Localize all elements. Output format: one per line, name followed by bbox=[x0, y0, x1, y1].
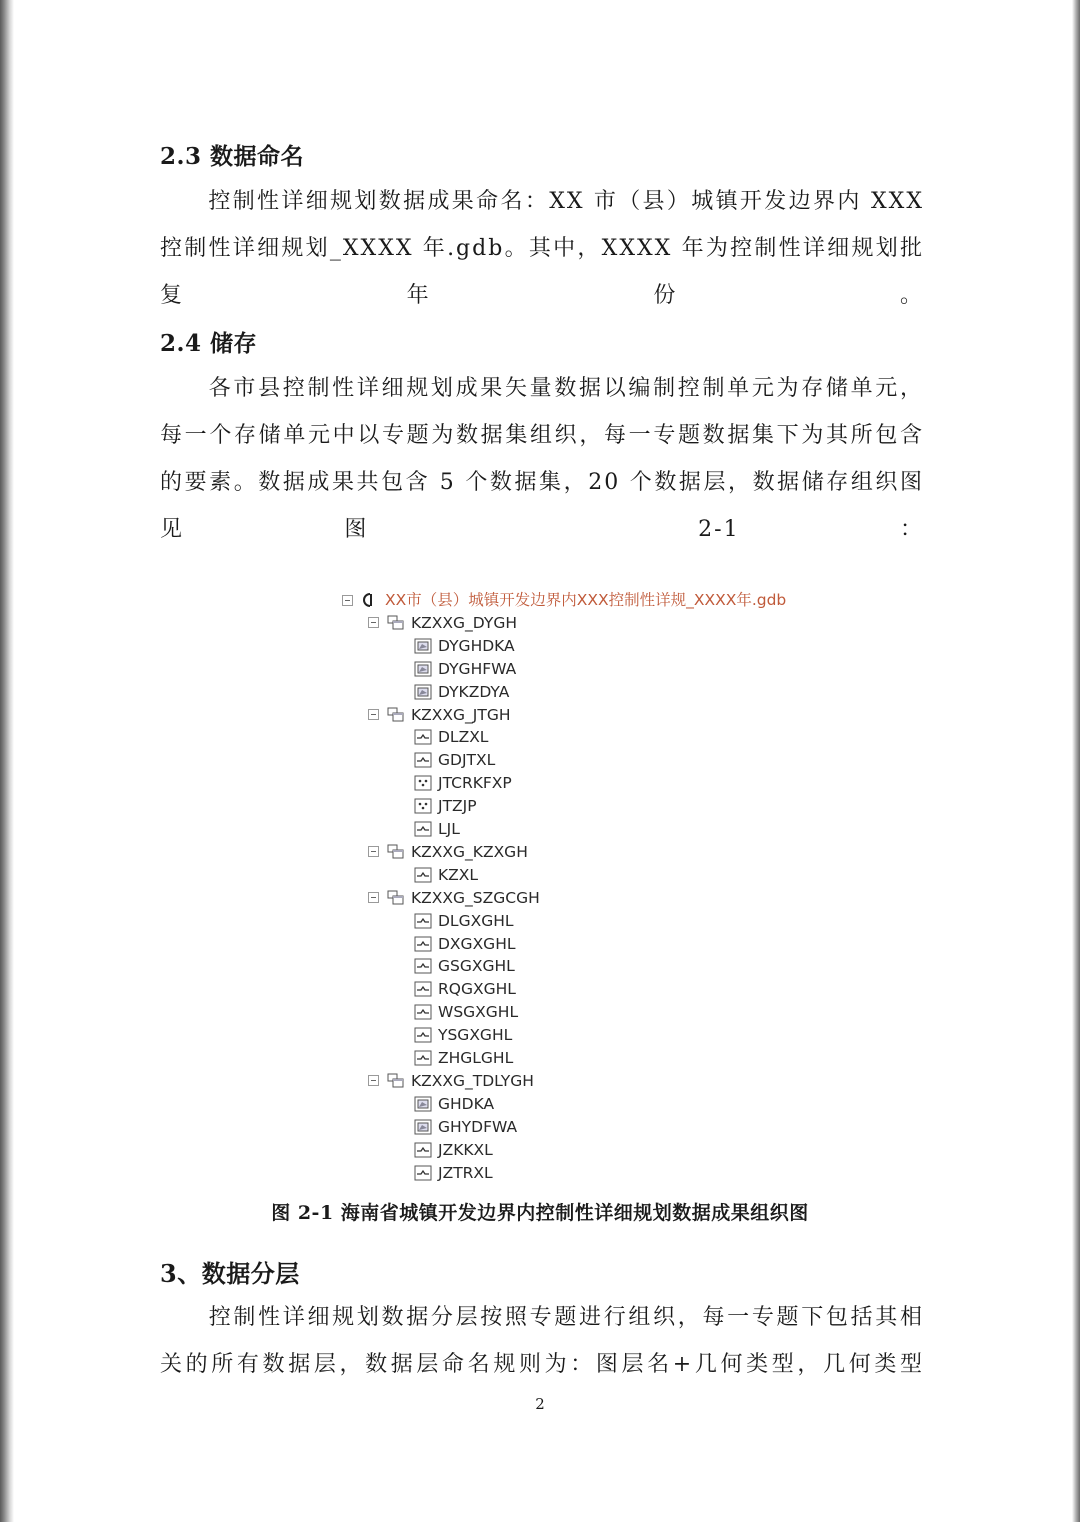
line-icon bbox=[414, 913, 432, 929]
tree-dataset-kzxxg_kzxgh[interactable] bbox=[368, 841, 528, 863]
line-icon bbox=[414, 958, 432, 974]
line-icon bbox=[414, 981, 432, 997]
tree-layer-ysgxghl[interactable] bbox=[414, 1024, 512, 1046]
tree-node-label: XX市（县）城镇开发边界内XXX控制性详规_XXXX年.gdb bbox=[385, 591, 787, 609]
paragraph-text: 控制性详细规划数据分层按照专题进行组织，每一专题下包括其相关的所有数据层，数据层命名规则为：图层名+几何类型，几何类型 bbox=[160, 1305, 924, 1377]
tree-node-label: YSGXGHL bbox=[438, 1026, 513, 1045]
line-icon bbox=[414, 936, 432, 952]
tree-layer-dyghfwa[interactable] bbox=[414, 658, 516, 680]
collapse-toggle-icon[interactable] bbox=[368, 1075, 379, 1086]
tree-layer-ghdka[interactable] bbox=[414, 1093, 494, 1115]
tree-layer-jtcrkfxp[interactable] bbox=[414, 772, 512, 794]
tree-node-label: DLZXL bbox=[438, 728, 489, 747]
section-heading-3: 3、数据分层 bbox=[160, 1259, 300, 1288]
tree-node-label: LJL bbox=[438, 820, 460, 838]
tree-node-label: JZKKXL bbox=[438, 1140, 493, 1159]
polygon-icon bbox=[414, 684, 432, 700]
paragraph-text: 控制性详细规划数据成果命名：XX 市（县）城镇开发边界内 XXX 控制性详细规划_XXXX 年.gdb。其中，XXXX 年为控制性详细规划批复年份。 bbox=[160, 189, 924, 308]
tree-layer-kzxl[interactable] bbox=[414, 864, 478, 886]
tree-layer-gdjtxl[interactable] bbox=[414, 749, 495, 771]
tree-layer-dykzdya[interactable] bbox=[414, 681, 509, 703]
line-icon bbox=[414, 821, 432, 837]
page-number: 2 bbox=[535, 1395, 545, 1413]
collapse-toggle-icon[interactable] bbox=[368, 892, 379, 903]
paragraph-text: 各市县控制性详细规划成果矢量数据以编制控制单元为存储单元，每一个存储单元中以专题为数据集组织，每一专题数据集下为其所包含的要素。数据成果共包含 5 个数据集，20 个数据层，数据储存组织图见图 2-1： bbox=[160, 376, 924, 542]
tree-node-label: KZXXG_DYGH bbox=[411, 613, 518, 632]
tree-node-label: DLGXGHL bbox=[438, 911, 514, 930]
tree-node-label: KZXXG_SZGCGH bbox=[411, 888, 540, 907]
tree-node-label: DXGXGHL bbox=[438, 934, 516, 953]
collapse-toggle-icon[interactable] bbox=[368, 617, 379, 628]
tree-node-label: WSGXGHL bbox=[438, 1003, 519, 1022]
tree-node-label: KZXL bbox=[438, 865, 479, 884]
section-heading-2-4: 2.4 储存 bbox=[160, 330, 258, 357]
tree-node-label: DYKZDYA bbox=[438, 682, 510, 701]
line-icon bbox=[414, 1165, 432, 1181]
dataset-icon bbox=[387, 844, 405, 860]
root-icon bbox=[361, 592, 379, 608]
tree-node-label: DYGHDKA bbox=[438, 636, 515, 655]
tree-layer-zhglghl[interactable] bbox=[414, 1047, 513, 1069]
tree-dataset-kzxxg_dygh[interactable] bbox=[368, 612, 517, 634]
tree-node-label: JTCRKFXP bbox=[438, 774, 512, 793]
tree-node-label: JZTRXL bbox=[438, 1163, 493, 1182]
tree-node-label: KZXXG_TDLYGH bbox=[411, 1071, 534, 1090]
tree-root-gdb[interactable] bbox=[342, 589, 786, 611]
paragraph-2-4 bbox=[160, 365, 924, 553]
polygon-icon bbox=[414, 638, 432, 654]
polygon-icon bbox=[414, 1119, 432, 1135]
tree-layer-rqgxghl[interactable] bbox=[414, 978, 516, 1000]
tree-node-label: ZHGLGHL bbox=[438, 1049, 514, 1067]
dataset-icon bbox=[387, 707, 405, 723]
figure-caption: 图 2-1 海南省城镇开发边界内控制性详细规划数据成果组织图 bbox=[271, 1202, 809, 1224]
tree-layer-jzkkxl[interactable] bbox=[414, 1139, 493, 1161]
tree-node-label: DYGHFWA bbox=[438, 659, 517, 678]
line-icon bbox=[414, 867, 432, 883]
collapse-toggle-icon[interactable] bbox=[368, 846, 379, 857]
line-icon bbox=[414, 1027, 432, 1043]
paragraph-2-3 bbox=[160, 178, 924, 319]
dataset-icon bbox=[387, 890, 405, 906]
line-icon bbox=[414, 1142, 432, 1158]
tree-node-label: GHYDFWA bbox=[438, 1117, 518, 1136]
tree-layer-dlgxghl[interactable] bbox=[414, 910, 514, 932]
tree-layer-gsgxghl[interactable] bbox=[414, 955, 515, 977]
line-icon bbox=[414, 752, 432, 768]
tree-dataset-kzxxg_tdlygh[interactable] bbox=[368, 1070, 534, 1092]
tree-layer-ljl[interactable] bbox=[414, 818, 460, 840]
tree-node-label: GDJTXL bbox=[438, 751, 496, 770]
tree-node-label: GHDKA bbox=[438, 1094, 495, 1113]
collapse-toggle-icon[interactable] bbox=[342, 595, 353, 606]
polygon-icon bbox=[414, 1096, 432, 1112]
tree-node-label: GSGXGHL bbox=[438, 957, 515, 976]
collapse-toggle-icon[interactable] bbox=[368, 709, 379, 720]
tree-layer-ghydfwa[interactable] bbox=[414, 1116, 517, 1138]
line-icon bbox=[414, 1004, 432, 1020]
paragraph-3 bbox=[160, 1294, 924, 1388]
tree-node-label: KZXXG_KZXGH bbox=[411, 842, 528, 861]
tree-dataset-kzxxg_szgcgh[interactable] bbox=[368, 887, 540, 909]
tree-node-label: KZXXG_JTGH bbox=[411, 705, 511, 724]
line-icon bbox=[414, 729, 432, 745]
tree-layer-dlzxl[interactable] bbox=[414, 726, 488, 748]
tree-layer-dyghdka[interactable] bbox=[414, 635, 515, 657]
tree-dataset-kzxxg_jtgh[interactable] bbox=[368, 704, 511, 726]
tree-layer-wsgxghl[interactable] bbox=[414, 1001, 518, 1023]
tree-layer-jztrxl[interactable] bbox=[414, 1162, 493, 1184]
line-icon bbox=[414, 1050, 432, 1066]
tree-layer-dxgxghl[interactable] bbox=[414, 933, 516, 955]
dataset-icon bbox=[387, 615, 405, 631]
dataset-icon bbox=[387, 1073, 405, 1089]
point-icon bbox=[414, 798, 432, 814]
point-icon bbox=[414, 775, 432, 791]
tree-node-label: RQGXGHL bbox=[438, 980, 516, 999]
tree-layer-jtzjp[interactable] bbox=[414, 795, 477, 817]
section-heading-2-3: 2.3 数据命名 bbox=[160, 143, 305, 170]
polygon-icon bbox=[414, 661, 432, 677]
tree-node-label: JTZJP bbox=[438, 797, 477, 816]
